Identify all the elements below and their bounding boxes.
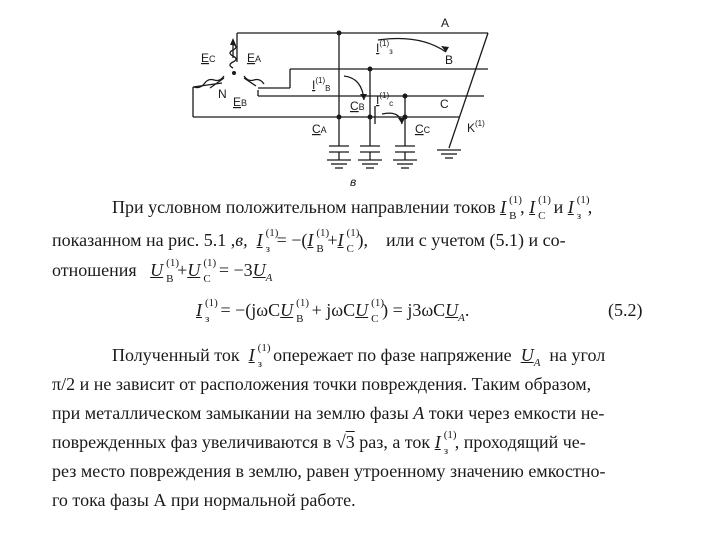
text-span: A: [413, 403, 425, 423]
equation-number: (5.2): [608, 300, 643, 320]
math-op: = −(: [276, 230, 308, 250]
capacitor-cc: [393, 146, 417, 168]
math-i: I: [500, 197, 507, 217]
label-fault: $K^{(1)}$: [467, 119, 485, 135]
paragraph2-line2: π/2 и не зависит от расположения точки повреждения. Таким образом,: [52, 374, 592, 394]
comma: ,: [587, 197, 593, 217]
label-ca: CA: [312, 122, 327, 136]
math-op: + jωC: [311, 300, 356, 320]
math-i: I: [567, 197, 574, 217]
math-u: U: [520, 345, 534, 365]
index-stack: (1) B: [316, 227, 330, 255]
label-ic: $I^{(1)}_c$: [376, 91, 394, 108]
sqrt-expression: √3: [335, 432, 355, 452]
text-span: поврежденных фаз увеличиваются в: [52, 432, 332, 452]
text-span: опережает по фазе напряжение: [273, 345, 512, 365]
text-span: в,: [235, 230, 248, 250]
math-i: I: [307, 230, 314, 250]
math-op: = −(jωC: [220, 300, 281, 320]
math-u: U: [355, 300, 369, 320]
paragraph1-line2: [52, 227, 566, 255]
text-span: или с учетом (5.1) и со-: [386, 230, 566, 250]
index-stack: (1) з: [576, 194, 590, 222]
index-stack: (1) з: [257, 342, 271, 370]
index-stack: (1) з: [205, 297, 218, 325]
math-i: I: [248, 345, 255, 365]
circuit-diagram: [0, 0, 720, 200]
index-stack: (1) C: [203, 257, 217, 285]
paragraph2-line4: [52, 429, 586, 457]
label-ec: EC: [201, 51, 216, 65]
math-u: U: [280, 300, 294, 320]
subscript: A: [265, 272, 273, 284]
math-u: U: [445, 300, 459, 320]
math-u: U: [252, 260, 266, 280]
text-span: токи через емкости не-: [428, 403, 605, 423]
text-span: на угол: [549, 345, 606, 365]
math-op: .: [464, 300, 470, 320]
label-phase-a: A: [441, 16, 450, 30]
figure-caption: в: [350, 175, 357, 189]
index-stack: (1) B: [166, 257, 179, 285]
paragraph1-line3: [52, 259, 272, 289]
label-eb: EB: [233, 95, 248, 109]
label-cb: CB: [350, 99, 365, 113]
subscript: A: [458, 312, 465, 324]
paragraph2-line5: рез место повреждения в землю, равен утроенному значению емкостно-: [52, 461, 606, 481]
text-span: раз, а ток: [359, 432, 431, 452]
label-ib: $I^{(1)}_B$: [312, 76, 331, 93]
text-span: при металлическом замыкании на землю фазы: [52, 403, 409, 423]
text-span: , проходящий че-: [454, 432, 586, 452]
label-ea: EA: [247, 51, 262, 65]
text-span: показанном на рис. 5.1 ,: [52, 230, 236, 250]
label-cc: CC: [415, 122, 431, 136]
math-i: I: [256, 230, 263, 250]
index-stack: (1) C: [371, 297, 384, 325]
text-span: При условном положительном направлении токов: [112, 197, 496, 217]
capacitor-cb: [358, 146, 382, 168]
math-i: I: [337, 230, 344, 250]
label-phase-c: C: [440, 97, 449, 111]
math-i: I: [529, 197, 536, 217]
text-span: Полученный ток: [112, 345, 240, 365]
paragraph1-line1: [112, 194, 593, 222]
index-stack: (1) C: [538, 194, 551, 222]
math-u: U: [150, 260, 164, 280]
paragraph2-line6: го тока фазы А при нормальной работе.: [52, 490, 356, 510]
index-stack: (1) з: [265, 227, 279, 255]
index-stack: (1) C: [346, 227, 360, 255]
math-op: = −3: [218, 260, 253, 280]
comma: ,: [363, 230, 369, 250]
index-stack: (1) B: [296, 297, 309, 325]
math-u: U: [187, 260, 201, 280]
paragraph2-line3: [52, 402, 604, 424]
label-phase-b: B: [445, 53, 454, 67]
paragraph2-line1: [112, 344, 605, 374]
text-span: отношения: [52, 260, 137, 280]
subscript: A: [533, 357, 541, 369]
label-neutral: N: [218, 87, 227, 101]
math-i: I: [196, 300, 202, 320]
math-op: ) = j3ωC: [382, 300, 446, 320]
index-stack: (1) з: [443, 429, 457, 457]
math-op: +: [177, 260, 188, 280]
math-op: +: [327, 230, 338, 250]
text-and: и: [553, 197, 564, 217]
equation-5-2: [196, 299, 469, 329]
capacitor-ca: [327, 146, 351, 168]
comma: ,: [520, 197, 525, 217]
index-stack: (1) B: [509, 194, 522, 222]
math-i: I: [434, 432, 441, 452]
math-op: ): [357, 230, 364, 250]
label-iz: $I^{(1)}_з$: [376, 39, 393, 56]
